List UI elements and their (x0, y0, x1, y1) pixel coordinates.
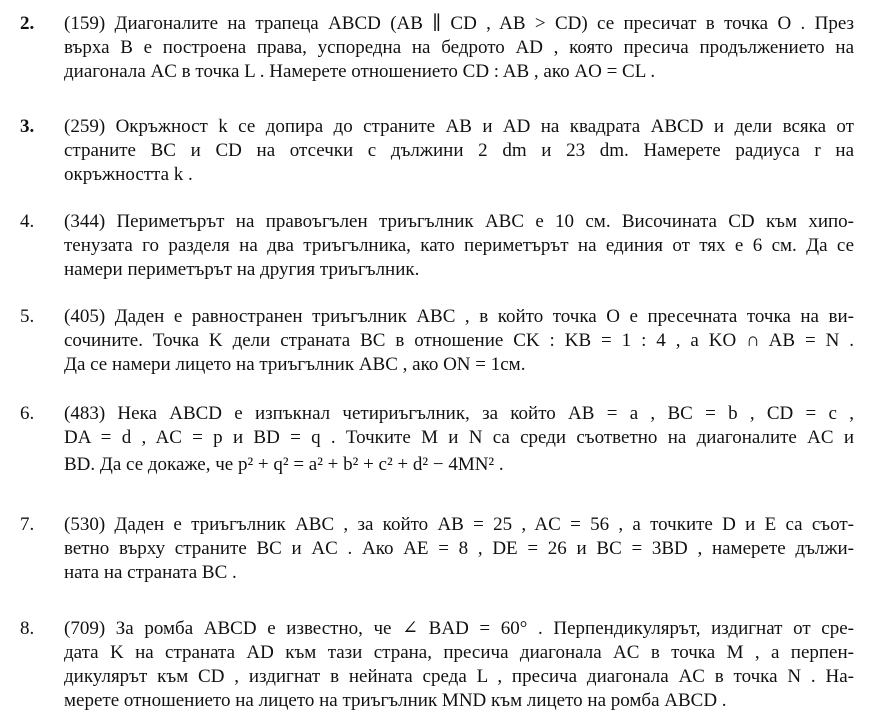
problem-line: (259) Окръжност k се допира до страните AB и AD на квадрата ABCD и дели всяка от (64, 116, 854, 137)
problem-line: диагонала AC в точка L . Намерете отношението CD : AB , ако AO = CL . (64, 61, 656, 82)
problem-number: 4. (20, 211, 35, 232)
problem-number: 3. (20, 116, 35, 137)
problem-number: 7. (20, 514, 35, 535)
problem-line: върха B е построена права, успоредна на бедрото AD , която пресича продължението на (64, 37, 854, 58)
problem-number: 8. (20, 618, 35, 639)
problem-text (64, 513, 854, 585)
problem-text (64, 12, 854, 84)
problem-line: окръжността k . (64, 164, 193, 185)
problem-text (64, 402, 854, 480)
problem-line: (530) Даден е триъгълник ABC , за който AB = 25 , AC = 56 , а точките D и E са съот- (64, 514, 854, 535)
problem-line: тенузата го разделя на два триъгълника, като периметърът на единия от тях е 6 см. Да се (64, 235, 854, 256)
problem-line: ветно върху страните BC и AC . Ако AE = 8 , DE = 26 и BC = 3BD , намерете дължи- (64, 538, 854, 559)
problem-line: (344) Периметърът на правоъгълен триъгълник ABC е 10 см. Височината CD към хипо- (64, 211, 854, 232)
problem-line: (159) Диагоналите на трапеца ABCD (AB ∥ CD , AB > CD) се пресичат в точка O . През (64, 13, 854, 34)
problem-line: дата K на страната AD към тази страна, пресича диагонала AC в точка M , а перпен- (64, 642, 854, 663)
problem-line: сочините. Точка K дели страната BC в отношение CK : KB = 1 : 4 , а KO ∩ AB = N . (64, 330, 854, 351)
problem-text (64, 210, 854, 282)
problem-line: дикулярът към CD , издигнат в нейната среда L , пресича диагонала AC в точка N . На- (64, 666, 854, 687)
problem-line: BD. Да се докаже, че p² + q² = a² + b² + c² + d² − 4MN² . (64, 454, 504, 475)
problem-line: (709) За ромба ABCD е известно, че ∠ BAD = 60° . Перпендикулярът, издигнат от сре- (64, 618, 854, 639)
problem-line: страните BC и CD на отсечки с дължини 2 dm и 23 dm. Намерете радиуса r на (64, 140, 854, 161)
problem-number: 5. (20, 306, 35, 327)
problem-line: ната на страната BC . (64, 562, 237, 583)
problem-line: DA = d , AC = p и BD = q . Точките M и N са среди съответно на диагоналите AC и (64, 427, 854, 448)
problem-text (64, 617, 854, 713)
problem-line: Да се намери лицето на триъгълник ABC , ако ON = 1см. (64, 354, 526, 375)
problem-line: (405) Даден е равностранен триъгълник ABC , в който точка O е пресечната точка на ви- (64, 306, 854, 327)
problem-text (64, 305, 854, 377)
problem-line: намери периметърът на другия триъгълник. (64, 259, 420, 280)
problem-number: 6. (20, 403, 35, 424)
problem-line: мерете отношението на лицето на триъгълник MND към лицето на ромба ABCD . (64, 690, 727, 711)
problem-line: (483) Нека ABCD е изпъкнал четириъгълник, за който AB = a , BC = b , CD = c , (64, 403, 854, 424)
problem-number: 2. (20, 13, 35, 34)
problem-text (64, 115, 854, 187)
